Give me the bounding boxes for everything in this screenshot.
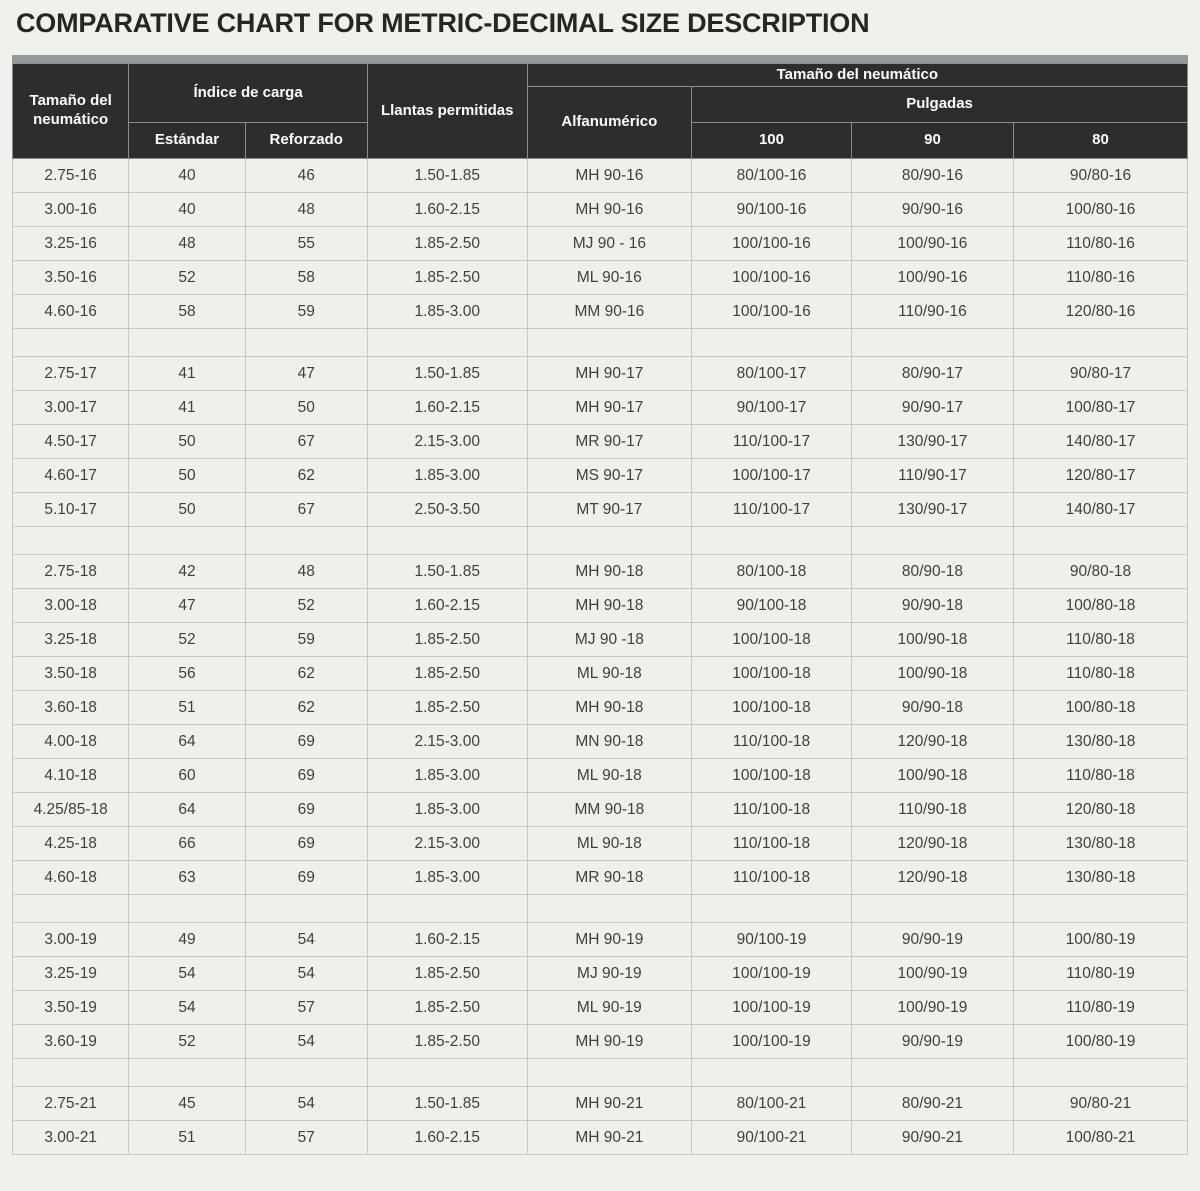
table-cell: ML 90-16 xyxy=(527,261,691,295)
table-cell: 110/100-18 xyxy=(692,827,852,861)
table-cell: 2.75-18 xyxy=(13,555,129,589)
spacer-cell xyxy=(245,1059,367,1087)
spacer-cell xyxy=(367,527,527,555)
table-cell: 4.60-16 xyxy=(13,295,129,329)
table-cell: 120/80-16 xyxy=(1014,295,1188,329)
table-cell: 100/90-18 xyxy=(851,623,1013,657)
table-cell: 100/90-19 xyxy=(851,991,1013,1025)
spacer-cell xyxy=(527,1059,691,1087)
table-cell: 51 xyxy=(129,1121,245,1155)
table-cell: 48 xyxy=(245,555,367,589)
spacer-cell xyxy=(129,895,245,923)
table-cell: 52 xyxy=(129,623,245,657)
table-cell: 50 xyxy=(129,459,245,493)
spacer-cell xyxy=(851,527,1013,555)
table-cell: MJ 90 -18 xyxy=(527,623,691,657)
spacer-cell xyxy=(1014,329,1188,357)
spacer-cell xyxy=(1014,527,1188,555)
table-row xyxy=(13,991,1188,1025)
spacer-cell xyxy=(245,329,367,357)
table-cell: MR 90-18 xyxy=(527,861,691,895)
table-cell: 40 xyxy=(129,193,245,227)
table-cell: 100/80-18 xyxy=(1014,589,1188,623)
table-cell: 1.60-2.15 xyxy=(367,391,527,425)
table-cell: MS 90-17 xyxy=(527,459,691,493)
table-cell: 100/90-16 xyxy=(851,261,1013,295)
table-cell: 120/80-17 xyxy=(1014,459,1188,493)
table-cell: 1.85-2.50 xyxy=(367,261,527,295)
spacer-cell xyxy=(13,527,129,555)
table-cell: 3.00-21 xyxy=(13,1121,129,1155)
spacer-cell xyxy=(527,329,691,357)
table-cell: 1.85-3.00 xyxy=(367,459,527,493)
table-cell: 110/90-16 xyxy=(851,295,1013,329)
table-cell: MH 90-18 xyxy=(527,691,691,725)
header-inches: Pulgadas xyxy=(692,87,1188,123)
table-cell: MH 90-17 xyxy=(527,391,691,425)
table-cell: 1.50-1.85 xyxy=(367,357,527,391)
table-cell: 54 xyxy=(129,957,245,991)
spacer-cell xyxy=(13,895,129,923)
table-row xyxy=(13,1121,1188,1155)
table-cell: 2.15-3.00 xyxy=(367,725,527,759)
table-cell: 4.00-18 xyxy=(13,725,129,759)
table-cell: 2.15-3.00 xyxy=(367,827,527,861)
table-cell: 120/80-18 xyxy=(1014,793,1188,827)
table-cell: ML 90-18 xyxy=(527,759,691,793)
table-cell: 100/100-19 xyxy=(692,957,852,991)
table-cell: 3.50-19 xyxy=(13,991,129,1025)
table-cell: 64 xyxy=(129,725,245,759)
header-inch-80: 80 xyxy=(1014,123,1188,159)
table-cell: 110/80-18 xyxy=(1014,623,1188,657)
table-cell: 1.85-3.00 xyxy=(367,793,527,827)
table-cell: 80/90-16 xyxy=(851,159,1013,193)
table-cell: 1.85-2.50 xyxy=(367,991,527,1025)
table-cell: 100/80-19 xyxy=(1014,1025,1188,1059)
page-title: COMPARATIVE CHART FOR METRIC-DECIMAL SIZE DESCRIPTION xyxy=(16,8,870,38)
table-cell: 80/100-17 xyxy=(692,357,852,391)
table-top-strip xyxy=(12,55,1188,63)
table-cell: 3.00-16 xyxy=(13,193,129,227)
spacer-cell xyxy=(692,329,852,357)
table-cell: MJ 90 - 16 xyxy=(527,227,691,261)
table-cell: 110/80-16 xyxy=(1014,261,1188,295)
header-load-index: Índice de carga xyxy=(129,64,368,123)
table-cell: 130/80-18 xyxy=(1014,861,1188,895)
table-cell: 55 xyxy=(245,227,367,261)
table-cell: 50 xyxy=(129,425,245,459)
table-row xyxy=(13,623,1188,657)
table-cell: 100/100-18 xyxy=(692,623,852,657)
spacer-row xyxy=(13,895,1188,923)
table-cell: 90/90-17 xyxy=(851,391,1013,425)
spacer-cell xyxy=(692,895,852,923)
table-cell: 54 xyxy=(245,1087,367,1121)
table-cell: 69 xyxy=(245,759,367,793)
table-cell: 3.00-18 xyxy=(13,589,129,623)
table-cell: 1.85-2.50 xyxy=(367,957,527,991)
table-row xyxy=(13,555,1188,589)
table-cell: 63 xyxy=(129,861,245,895)
table-cell: 110/100-17 xyxy=(692,493,852,527)
table-cell: 4.60-18 xyxy=(13,861,129,895)
spacer-row xyxy=(13,1059,1188,1087)
table-cell: 110/80-19 xyxy=(1014,991,1188,1025)
table-cell: 46 xyxy=(245,159,367,193)
table-cell: 1.60-2.15 xyxy=(367,193,527,227)
table-cell: 90/100-21 xyxy=(692,1121,852,1155)
table-cell: 57 xyxy=(245,1121,367,1155)
table-row xyxy=(13,861,1188,895)
table-body xyxy=(13,159,1188,1155)
table-cell: 69 xyxy=(245,793,367,827)
table-cell: 62 xyxy=(245,657,367,691)
table-cell: 110/100-18 xyxy=(692,793,852,827)
table-cell: 4.25-18 xyxy=(13,827,129,861)
table-row xyxy=(13,1087,1188,1121)
table-row xyxy=(13,493,1188,527)
table-cell: MH 90-16 xyxy=(527,193,691,227)
table-cell: 42 xyxy=(129,555,245,589)
table-cell: ML 90-19 xyxy=(527,991,691,1025)
table-cell: 110/80-19 xyxy=(1014,957,1188,991)
table-cell: 120/90-18 xyxy=(851,827,1013,861)
table-cell: 140/80-17 xyxy=(1014,493,1188,527)
table-row xyxy=(13,725,1188,759)
table-cell: 90/90-18 xyxy=(851,589,1013,623)
table-row xyxy=(13,193,1188,227)
spacer-cell xyxy=(851,1059,1013,1087)
table-cell: 3.25-18 xyxy=(13,623,129,657)
table-cell: 67 xyxy=(245,493,367,527)
table-cell: 47 xyxy=(129,589,245,623)
table-cell: 1.85-2.50 xyxy=(367,623,527,657)
table-cell: MH 90-18 xyxy=(527,555,691,589)
table-cell: 3.25-19 xyxy=(13,957,129,991)
table-cell: 52 xyxy=(129,261,245,295)
table-cell: 52 xyxy=(129,1025,245,1059)
table-cell: MM 90-16 xyxy=(527,295,691,329)
table-cell: 100/80-18 xyxy=(1014,691,1188,725)
table-row xyxy=(13,793,1188,827)
table-row xyxy=(13,1025,1188,1059)
table-cell: 100/90-19 xyxy=(851,957,1013,991)
spacer-cell xyxy=(367,895,527,923)
table-cell: 2.15-3.00 xyxy=(367,425,527,459)
table-cell: 50 xyxy=(245,391,367,425)
table-cell: 1.85-2.50 xyxy=(367,1025,527,1059)
table-row xyxy=(13,827,1188,861)
table-cell: 110/80-18 xyxy=(1014,657,1188,691)
spacer-cell xyxy=(13,1059,129,1087)
table-cell: 3.00-19 xyxy=(13,923,129,957)
table-cell: 4.10-18 xyxy=(13,759,129,793)
table-cell: 52 xyxy=(245,589,367,623)
table-cell: 100/100-19 xyxy=(692,1025,852,1059)
table-cell: 100/100-16 xyxy=(692,261,852,295)
table-cell: 100/80-19 xyxy=(1014,923,1188,957)
header-inch-90: 90 xyxy=(851,123,1013,159)
table-cell: 1.85-2.50 xyxy=(367,227,527,261)
table-cell: 100/80-16 xyxy=(1014,193,1188,227)
header-inch-100: 100 xyxy=(692,123,852,159)
table-cell: ML 90-18 xyxy=(527,827,691,861)
table-cell: 90/80-18 xyxy=(1014,555,1188,589)
table-cell: 140/80-17 xyxy=(1014,425,1188,459)
table-cell: 41 xyxy=(129,391,245,425)
header-alphanumeric: Alfanumérico xyxy=(527,87,691,159)
table-cell: 69 xyxy=(245,725,367,759)
table-cell: 100/100-18 xyxy=(692,691,852,725)
comparative-table xyxy=(12,63,1188,1155)
table-cell: 56 xyxy=(129,657,245,691)
spacer-cell xyxy=(129,329,245,357)
table-row xyxy=(13,425,1188,459)
table-cell: 47 xyxy=(245,357,367,391)
table-cell: 3.50-18 xyxy=(13,657,129,691)
table-cell: 100/90-18 xyxy=(851,657,1013,691)
table-container xyxy=(12,55,1188,1155)
table-cell: 3.50-16 xyxy=(13,261,129,295)
table-cell: 110/80-18 xyxy=(1014,759,1188,793)
table-cell: 54 xyxy=(245,923,367,957)
spacer-cell xyxy=(527,895,691,923)
table-cell: MN 90-18 xyxy=(527,725,691,759)
table-cell: 110/100-18 xyxy=(692,725,852,759)
table-cell: 80/90-17 xyxy=(851,357,1013,391)
table-cell: 1.85-3.00 xyxy=(367,295,527,329)
table-cell: 58 xyxy=(245,261,367,295)
table-cell: 100/100-18 xyxy=(692,657,852,691)
table-cell: 90/100-18 xyxy=(692,589,852,623)
spacer-cell xyxy=(245,895,367,923)
table-cell: 54 xyxy=(245,1025,367,1059)
table-row xyxy=(13,227,1188,261)
table-cell: 40 xyxy=(129,159,245,193)
spacer-cell xyxy=(692,1059,852,1087)
table-cell: MR 90-17 xyxy=(527,425,691,459)
table-cell: MH 90-19 xyxy=(527,1025,691,1059)
table-cell: 54 xyxy=(129,991,245,1025)
table-cell: 120/90-18 xyxy=(851,725,1013,759)
table-cell: 48 xyxy=(245,193,367,227)
table-cell: 69 xyxy=(245,861,367,895)
header-standard: Estándar xyxy=(129,123,245,159)
spacer-cell xyxy=(367,329,527,357)
table-cell: 1.60-2.15 xyxy=(367,589,527,623)
table-cell: 59 xyxy=(245,295,367,329)
table-cell: 2.75-16 xyxy=(13,159,129,193)
table-cell: 3.00-17 xyxy=(13,391,129,425)
table-cell: 1.50-1.85 xyxy=(367,159,527,193)
table-cell: MH 90-19 xyxy=(527,923,691,957)
table-cell: 100/100-17 xyxy=(692,459,852,493)
spacer-cell xyxy=(851,329,1013,357)
spacer-row xyxy=(13,329,1188,357)
table-cell: 50 xyxy=(129,493,245,527)
header-tire-size-right: Tamaño del neumático xyxy=(527,64,1187,87)
table-cell: 130/90-17 xyxy=(851,425,1013,459)
table-row xyxy=(13,589,1188,623)
table-cell: 100/80-17 xyxy=(1014,391,1188,425)
table-cell: 1.50-1.85 xyxy=(367,555,527,589)
table-cell: 60 xyxy=(129,759,245,793)
table-cell: 4.50-17 xyxy=(13,425,129,459)
table-cell: MH 90-21 xyxy=(527,1121,691,1155)
table-cell: MH 90-17 xyxy=(527,357,691,391)
table-cell: 80/100-16 xyxy=(692,159,852,193)
table-cell: ML 90-18 xyxy=(527,657,691,691)
table-cell: 66 xyxy=(129,827,245,861)
table-cell: 110/80-16 xyxy=(1014,227,1188,261)
table-cell: 90/100-17 xyxy=(692,391,852,425)
table-cell: 49 xyxy=(129,923,245,957)
table-cell: 1.85-3.00 xyxy=(367,861,527,895)
table-cell: 90/80-17 xyxy=(1014,357,1188,391)
table-cell: 41 xyxy=(129,357,245,391)
table-cell: 100/90-16 xyxy=(851,227,1013,261)
table-cell: 80/90-18 xyxy=(851,555,1013,589)
table-cell: 5.10-17 xyxy=(13,493,129,527)
table-cell: 45 xyxy=(129,1087,245,1121)
table-cell: MM 90-18 xyxy=(527,793,691,827)
table-cell: 130/80-18 xyxy=(1014,725,1188,759)
table-cell: 57 xyxy=(245,991,367,1025)
table-header xyxy=(13,64,1188,159)
table-cell: 1.60-2.15 xyxy=(367,1121,527,1155)
table-cell: 3.25-16 xyxy=(13,227,129,261)
table-cell: 54 xyxy=(245,957,367,991)
table-cell: 1.60-2.15 xyxy=(367,923,527,957)
spacer-cell xyxy=(527,527,691,555)
table-cell: 90/90-16 xyxy=(851,193,1013,227)
table-cell: 90/90-19 xyxy=(851,1025,1013,1059)
table-cell: 2.75-21 xyxy=(13,1087,129,1121)
header-tire-size-left: Tamaño del neumático xyxy=(13,64,129,159)
table-cell: MT 90-17 xyxy=(527,493,691,527)
table-row xyxy=(13,391,1188,425)
table-cell: 100/100-16 xyxy=(692,295,852,329)
table-cell: 1.85-2.50 xyxy=(367,657,527,691)
header-row-top xyxy=(13,64,1188,87)
header-reinforced: Reforzado xyxy=(245,123,367,159)
spacer-cell xyxy=(1014,1059,1188,1087)
table-cell: 110/90-17 xyxy=(851,459,1013,493)
table-cell: 90/90-21 xyxy=(851,1121,1013,1155)
table-cell: 90/100-16 xyxy=(692,193,852,227)
table-row xyxy=(13,759,1188,793)
table-cell: 100/100-16 xyxy=(692,227,852,261)
table-cell: 120/90-18 xyxy=(851,861,1013,895)
table-cell: 67 xyxy=(245,425,367,459)
table-cell: 51 xyxy=(129,691,245,725)
table-row xyxy=(13,691,1188,725)
table-cell: 130/80-18 xyxy=(1014,827,1188,861)
table-cell: 130/90-17 xyxy=(851,493,1013,527)
table-cell: 90/80-16 xyxy=(1014,159,1188,193)
table-cell: 80/100-21 xyxy=(692,1087,852,1121)
spacer-cell xyxy=(245,527,367,555)
table-cell: 90/90-18 xyxy=(851,691,1013,725)
spacer-cell xyxy=(692,527,852,555)
table-row xyxy=(13,957,1188,991)
table-cell: MJ 90-19 xyxy=(527,957,691,991)
table-cell: 90/90-19 xyxy=(851,923,1013,957)
table-cell: 90/80-21 xyxy=(1014,1087,1188,1121)
table-row xyxy=(13,357,1188,391)
table-cell: 69 xyxy=(245,827,367,861)
table-cell: 90/100-19 xyxy=(692,923,852,957)
spacer-cell xyxy=(851,895,1013,923)
table-cell: 58 xyxy=(129,295,245,329)
table-cell: 3.60-19 xyxy=(13,1025,129,1059)
table-cell: 100/100-19 xyxy=(692,991,852,1025)
table-cell: 110/100-18 xyxy=(692,861,852,895)
table-row xyxy=(13,459,1188,493)
table-row xyxy=(13,295,1188,329)
table-cell: 100/90-18 xyxy=(851,759,1013,793)
table-row xyxy=(13,159,1188,193)
table-cell: 110/90-18 xyxy=(851,793,1013,827)
table-cell: 4.25/85-18 xyxy=(13,793,129,827)
table-cell: 1.85-2.50 xyxy=(367,691,527,725)
table-row xyxy=(13,923,1188,957)
table-cell: 100/80-21 xyxy=(1014,1121,1188,1155)
table-cell: 100/100-18 xyxy=(692,759,852,793)
table-cell: 59 xyxy=(245,623,367,657)
spacer-row xyxy=(13,527,1188,555)
spacer-cell xyxy=(1014,895,1188,923)
table-cell: 3.60-18 xyxy=(13,691,129,725)
table-row xyxy=(13,657,1188,691)
table-cell: 80/100-18 xyxy=(692,555,852,589)
spacer-cell xyxy=(367,1059,527,1087)
table-cell: MH 90-16 xyxy=(527,159,691,193)
table-cell: MH 90-21 xyxy=(527,1087,691,1121)
table-cell: 110/100-17 xyxy=(692,425,852,459)
table-cell: 1.85-3.00 xyxy=(367,759,527,793)
table-cell: 4.60-17 xyxy=(13,459,129,493)
table-cell: 64 xyxy=(129,793,245,827)
table-cell: 1.50-1.85 xyxy=(367,1087,527,1121)
spacer-cell xyxy=(13,329,129,357)
table-cell: 80/90-21 xyxy=(851,1087,1013,1121)
table-row xyxy=(13,261,1188,295)
table-cell: 62 xyxy=(245,691,367,725)
header-rims: Llantas permitidas xyxy=(367,64,527,159)
table-cell: 2.75-17 xyxy=(13,357,129,391)
table-cell: 62 xyxy=(245,459,367,493)
table-cell: 2.50-3.50 xyxy=(367,493,527,527)
spacer-cell xyxy=(129,527,245,555)
spacer-cell xyxy=(129,1059,245,1087)
table-cell: MH 90-18 xyxy=(527,589,691,623)
table-cell: 48 xyxy=(129,227,245,261)
